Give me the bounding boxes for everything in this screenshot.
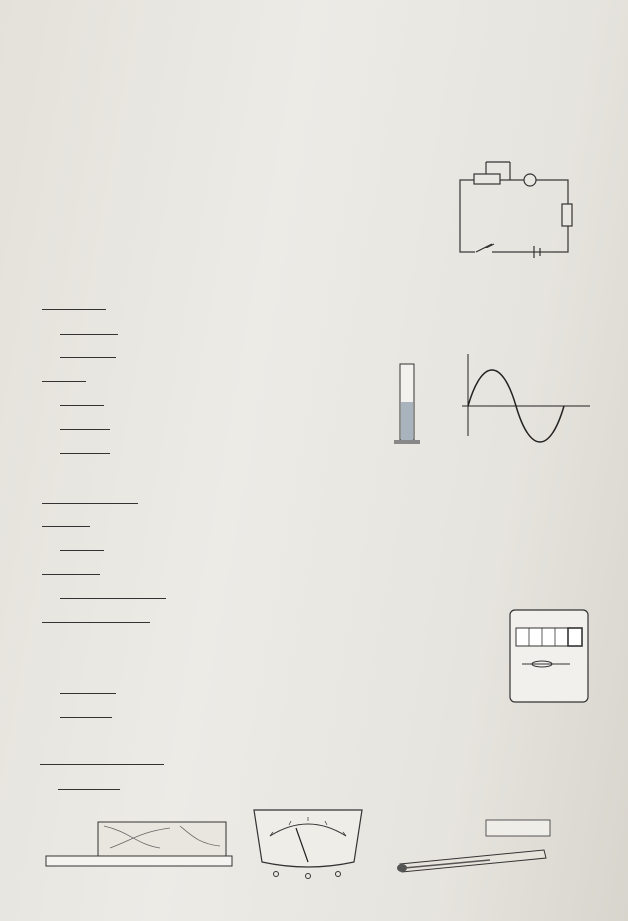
q10-line-1 <box>42 514 90 531</box>
q7-blank-1[interactable] <box>42 297 106 310</box>
q12-blank-1[interactable] <box>42 610 98 623</box>
q7-line-1 <box>42 297 106 314</box>
figure-6-energy-meter <box>508 608 590 706</box>
q8-line-2 <box>60 393 104 410</box>
q8-line-1 <box>42 369 86 386</box>
q10-blank-1[interactable] <box>42 514 90 527</box>
q7-line-2 <box>60 322 118 339</box>
q8-blank-1[interactable] <box>42 369 86 382</box>
q14-line-2 <box>58 777 120 794</box>
q8-blank-4[interactable] <box>60 441 110 454</box>
q13-blank-1[interactable] <box>60 681 116 694</box>
thermometer-zoom-scale <box>486 820 550 836</box>
q13-line-2 <box>60 681 116 698</box>
q12-blank-2[interactable] <box>98 610 150 623</box>
ammeter-icon <box>524 174 536 186</box>
watermark <box>470 858 620 916</box>
figure-3-circuit <box>448 160 578 268</box>
cylinder-base <box>394 440 420 444</box>
q7-line-3 <box>60 345 116 362</box>
q11-blank-2[interactable] <box>60 586 116 599</box>
q7-blank-3[interactable] <box>60 345 116 358</box>
figure-7-voltmeter <box>246 806 370 886</box>
q11-line-2 <box>60 586 166 603</box>
q13-line-3 <box>60 705 112 722</box>
q9-blank-1[interactable] <box>42 491 90 504</box>
q12-line-1 <box>42 610 150 627</box>
terminal-minus <box>274 872 279 877</box>
terminal-3 <box>306 874 311 879</box>
q10-blank-2[interactable] <box>60 538 104 551</box>
q11-blank-1[interactable] <box>42 562 100 575</box>
resistor-r1 <box>562 204 572 226</box>
q11-blank-3[interactable] <box>116 586 166 599</box>
rheostat-r2 <box>474 174 500 184</box>
figure-4-cylinder <box>384 352 432 448</box>
water-column <box>401 402 413 440</box>
q14-blank-1[interactable] <box>40 752 102 765</box>
q9-blank-2[interactable] <box>90 491 138 504</box>
ruler-body <box>46 856 232 866</box>
q14-line-1 <box>40 752 164 769</box>
wood-block <box>98 822 226 856</box>
figure-7-ruler <box>40 818 236 874</box>
q8-line-3 <box>60 417 110 434</box>
q11-line-1 <box>42 562 100 579</box>
q8-blank-3[interactable] <box>60 417 110 430</box>
q14-blank-3[interactable] <box>58 777 120 790</box>
q8-blank-2[interactable] <box>60 393 104 406</box>
figure-5-wave <box>440 350 600 448</box>
q13-blank-2[interactable] <box>60 705 112 718</box>
q10-line-2 <box>60 538 104 555</box>
q14-blank-2[interactable] <box>102 752 164 765</box>
circuit-wire-loop <box>460 180 568 252</box>
q9-line <box>42 491 138 508</box>
q8-line-4 <box>60 441 110 458</box>
terminal-15 <box>336 872 341 877</box>
q7-blank-2[interactable] <box>60 322 118 335</box>
